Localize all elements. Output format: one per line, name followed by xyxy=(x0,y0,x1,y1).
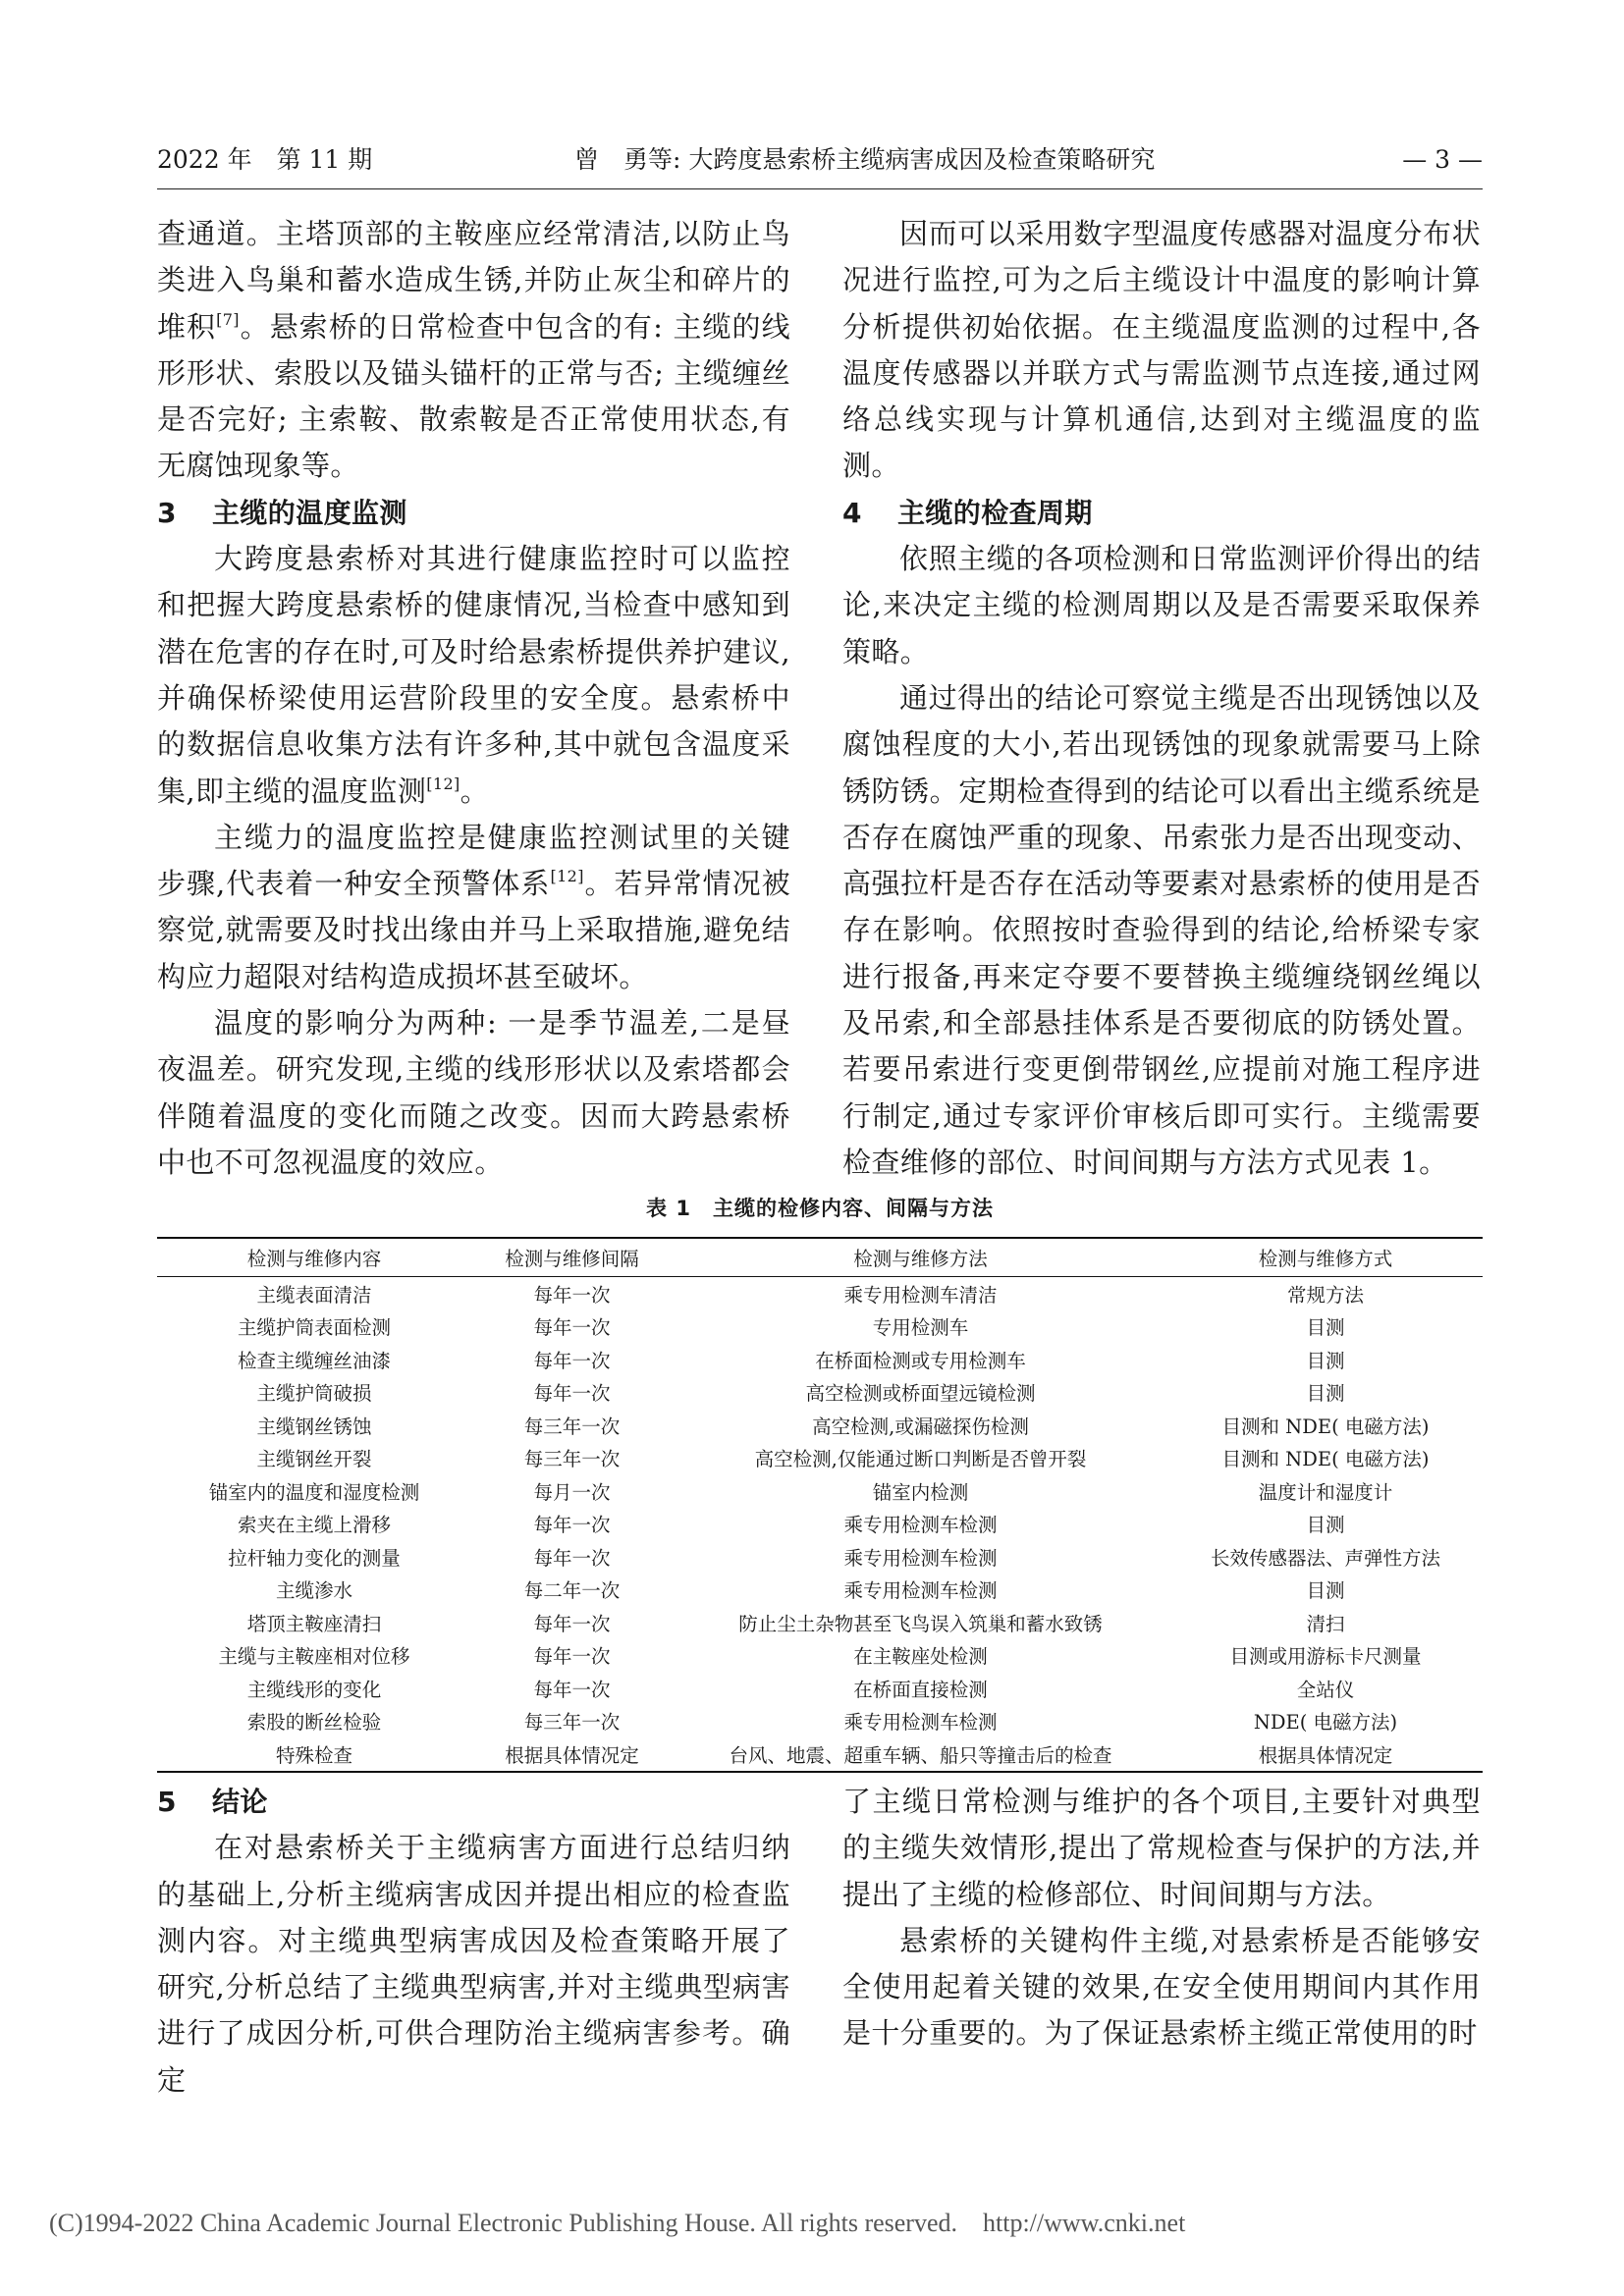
maintenance-table xyxy=(157,1237,1483,1773)
table-cell: 乘专用检测车清洁 xyxy=(843,1283,998,1307)
table-cell: 高空检测,仅能通过断口判断是否曾开裂 xyxy=(754,1448,1087,1471)
table-cell: 根据具体情况定 xyxy=(505,1743,639,1767)
cnki-link[interactable]: http://www.cnki.net xyxy=(983,2209,1186,2237)
left-column-lower xyxy=(157,1779,790,2104)
table-cell: 长效传感器法、声弹性方法 xyxy=(1210,1546,1440,1570)
table-cell: 每年一次 xyxy=(533,1612,611,1635)
table-cell: 每年一次 xyxy=(533,1546,611,1570)
section-5-heading xyxy=(157,1779,790,1825)
table-cell: 在主鞍座处检测 xyxy=(853,1645,988,1669)
table-cell: 主缆钢丝锈蚀 xyxy=(256,1415,372,1438)
table-cell: 索股的断丝检验 xyxy=(246,1711,382,1735)
table-row xyxy=(157,1606,1483,1639)
table-cell: 主缆钢丝开裂 xyxy=(256,1448,372,1471)
table-row xyxy=(157,1737,1483,1772)
running-header xyxy=(157,139,1483,179)
table-cell: 每三年一次 xyxy=(523,1448,621,1471)
column-header: 检测与维修方法 xyxy=(853,1248,988,1270)
table-number: 表 1 xyxy=(646,1197,691,1220)
table-row xyxy=(157,1343,1483,1376)
table-cell: 清扫 xyxy=(1306,1612,1345,1635)
table-cell: 根据具体情况定 xyxy=(1258,1743,1393,1767)
citation-ref: [12] xyxy=(426,774,460,793)
header-rule xyxy=(157,188,1483,189)
table-cell: 主缆护筒破损 xyxy=(256,1382,372,1406)
table-cell: 目测 xyxy=(1306,1316,1345,1340)
column-header: 检测与维修内容 xyxy=(246,1248,382,1270)
table-cell: 每二年一次 xyxy=(523,1579,621,1603)
copyright-footer xyxy=(49,2209,1581,2238)
table-cell: 塔顶主鞍座清扫 xyxy=(246,1612,382,1635)
left-column xyxy=(157,211,790,1186)
table-cell: 乘专用检测车检测 xyxy=(843,1514,998,1537)
table-cell: 目测 xyxy=(1306,1579,1345,1603)
paragraph: 温度的影响分为两种: 一是季节温差,二是昼夜温差。研究发现,主缆的线形形状以及索塔都会伴随着温度的变化而随之改变。因而大跨悬索桥中也不可忽视温度的效应。 xyxy=(157,1006,790,1179)
table-cell: 乘专用检测车检测 xyxy=(843,1711,998,1735)
table-cell: 每年一次 xyxy=(533,1645,611,1669)
table-row xyxy=(157,1508,1483,1541)
table-cell: 温度计和湿度计 xyxy=(1258,1480,1393,1504)
table-cell: 主缆与主鞍座相对位移 xyxy=(218,1645,410,1669)
table-cell: 每年一次 xyxy=(533,1349,611,1372)
table-header-row xyxy=(157,1238,1483,1277)
table-cell: 专用检测车 xyxy=(872,1316,969,1340)
paragraph: 依照主缆的各项检测和日常监测评价得出的结论,来决定主缆的检测周期以及是否需要采取保养策略。 xyxy=(842,542,1481,668)
column-header: 检测与维修方式 xyxy=(1258,1248,1393,1270)
table-row xyxy=(157,1442,1483,1475)
right-column-lower xyxy=(842,1779,1481,2057)
table-cell: 每年一次 xyxy=(533,1514,611,1537)
table-cell: 每月一次 xyxy=(533,1480,611,1504)
table-cell: 目测 xyxy=(1306,1349,1345,1372)
table-cell: 在桥面检测或专用检测车 xyxy=(815,1349,1026,1372)
table-cell: 检查主缆缠丝油漆 xyxy=(237,1349,391,1372)
table-cell: 每年一次 xyxy=(533,1678,611,1701)
paragraph: 通过得出的结论可察觉主缆是否出现锈蚀以及腐蚀程度的大小,若出现锈蚀的现象就需要马上除锈防锈。定期检查得到的结论可以看出主缆系统是否存在腐蚀严重的现象、吊索张力是否出现变动、高强拉杆是否存在活动等要素对悬索桥的使用是否存在影响。依照按时查验得到的结论,给桥梁专家进行报备,再来定夺要不要替换主缆缠绕钢丝绳以及吊索,和全部悬挂体系是否要彻底的防锈处置。若要吊索进行变更倒带钢丝,应提前对施工程序进行制定,通过专家评价审核后即可实行。主缆需要检查维修的部位、时间间期与方法方式见表 1。 xyxy=(842,680,1481,1179)
table-cell: 主缆护筒表面检测 xyxy=(237,1316,391,1340)
table-cell: 高空检测,或漏磁探伤检测 xyxy=(812,1415,1029,1438)
section-title: 结论 xyxy=(212,1786,268,1818)
table-cell: 每年一次 xyxy=(533,1382,611,1406)
table-cell: 乘专用检测车检测 xyxy=(843,1546,998,1570)
table-cell: 高空检测或桥面望远镜检测 xyxy=(805,1382,1036,1406)
table-cell: 每三年一次 xyxy=(523,1711,621,1735)
section-number: 5 xyxy=(157,1786,177,1818)
table-cell: 锚室内检测 xyxy=(872,1480,969,1504)
copyright-text: (C)1994-2022 China Academic Journal Electronic Publishing House. All rights reserved. xyxy=(49,2209,957,2237)
table-cell: 主缆渗水 xyxy=(275,1579,352,1603)
section-number: 3 xyxy=(157,496,177,529)
column-header: 检测与维修间隔 xyxy=(505,1248,639,1270)
paragraph: 大跨度悬索桥对其进行健康监控时可以监控和把握大跨度悬索桥的健康情况,当检查中感知到潜在危害的存在时,可及时给悬索桥提供养护建议,并确保桥梁使用运营阶段里的安全度。悬索桥中的数据信息收集方法有许多种,其中就包含温度采集,即主缆的温度监测[12]。 xyxy=(157,542,790,808)
paragraph: 在对悬索桥关于主缆病害方面进行总结归纳的基础上,分析主缆病害成因并提出相应的检查监测内容。对主缆典型病害成因及检查策略开展了研究,分析总结了主缆典型病害,并对主缆典型病害进行了成因分析,可供合理防治主缆病害参考。确定 xyxy=(157,1831,790,2097)
table-row xyxy=(157,1409,1483,1442)
paragraph: 了主缆日常检测与维护的各个项目,主要针对典型的主缆失效情形,提出了常规检查与保护的方法,并提出了主缆的检修部位、时间间期与方法。 xyxy=(842,1785,1481,1911)
paragraph: 因而可以采用数字型温度传感器对温度分布状况进行监控,可为之后主缆设计中温度的影响计算分析提供初始依据。在主缆温度监测的过程中,各温度传感器以并联方式与需监测节点连接,通过网络总线实现与计算机通信,达到对主缆温度的监测。 xyxy=(842,217,1481,483)
table-cell: 锚室内的温度和湿度检测 xyxy=(208,1480,420,1504)
table-row xyxy=(157,1540,1483,1574)
table-body xyxy=(157,1277,1483,1772)
section-4-heading xyxy=(842,490,1481,536)
table-cell: 目测 xyxy=(1306,1514,1345,1537)
section-number: 4 xyxy=(842,496,862,529)
continued-paragraph: 查通道。主塔顶部的主鞍座应经常清洁,以防止鸟类进入鸟巢和蓄水造成生锈,并防止灰尘和碎片的堆积[7]。悬索桥的日常检查中包含的有: 主缆的线形形状、索股以及锚头锚杆的正常与否; 主缆缠丝是否完好; 主索鞍、散索鞍是否正常使用状态,有无腐蚀现象等。 xyxy=(157,217,790,483)
section-title: 主缆的温度监测 xyxy=(212,496,407,529)
table-row xyxy=(157,1639,1483,1673)
journal-issue: 2022 年 第 11 期 xyxy=(157,145,373,174)
section-title: 主缆的检查周期 xyxy=(897,496,1093,529)
table-row xyxy=(157,1672,1483,1705)
table-cell: 每三年一次 xyxy=(523,1415,621,1438)
table-cell: 全站仪 xyxy=(1296,1678,1355,1701)
table-cell: NDE( 电磁方法) xyxy=(1253,1711,1398,1735)
table-cell: 每年一次 xyxy=(533,1316,611,1340)
table-row xyxy=(157,1705,1483,1738)
table-cell: 目测和 NDE( 电磁方法) xyxy=(1221,1415,1430,1438)
paragraph: 主缆力的温度监控是健康监控测试里的关键步骤,代表着一种安全预警体系[12]。若异常情况被察觉,就需要及时找出缘由并马上采取措施,避免结构应力超限对结构造成损坏甚至破坏。 xyxy=(157,820,790,993)
right-column xyxy=(842,211,1481,1186)
table-cell: 每年一次 xyxy=(533,1283,611,1307)
table-row xyxy=(157,1376,1483,1410)
table-cell: 主缆线形的变化 xyxy=(246,1678,382,1701)
table-cell: 台风、地震、超重车辆、船只等撞击后的检查 xyxy=(729,1743,1112,1767)
section-3-heading xyxy=(157,490,790,536)
table-cell: 常规方法 xyxy=(1286,1283,1364,1307)
table-cell: 拉杆轴力变化的测量 xyxy=(228,1546,401,1570)
table-cell: 目测 xyxy=(1306,1382,1345,1406)
table-row xyxy=(157,1277,1483,1310)
table-caption xyxy=(157,1193,1483,1222)
article-running-title: 曾 勇等: 大跨度悬索桥主缆病害成因及检查策略研究 xyxy=(574,145,1156,174)
table-cell: 索夹在主缆上滑移 xyxy=(237,1514,391,1537)
table-cell: 目测或用游标卡尺测量 xyxy=(1229,1645,1422,1669)
citation-ref: [12] xyxy=(550,867,584,886)
paragraph: 悬索桥的关键构件主缆,对悬索桥是否能够安全使用起着关键的效果,在安全使用期间内其作用是十分重要的。为了保证悬索桥主缆正常使用的时 xyxy=(842,1923,1481,2051)
table-row xyxy=(157,1474,1483,1508)
table-cell: 特殊检查 xyxy=(275,1743,352,1767)
table-cell: 在桥面直接检测 xyxy=(853,1678,988,1701)
table-cell: 主缆表面清洁 xyxy=(256,1283,372,1307)
table-cell: 目测和 NDE( 电磁方法) xyxy=(1221,1448,1430,1471)
table-row xyxy=(157,1574,1483,1607)
table-row xyxy=(157,1310,1483,1344)
table-cell: 乘专用检测车检测 xyxy=(843,1579,998,1603)
citation-ref: [7] xyxy=(216,309,240,329)
table-cell: 防止尘土杂物甚至飞鸟误入筑巢和蓄水致锈 xyxy=(738,1612,1103,1635)
table-title: 主缆的检修内容、间隔与方法 xyxy=(712,1197,994,1220)
page-number: — 3 — xyxy=(1402,145,1483,174)
